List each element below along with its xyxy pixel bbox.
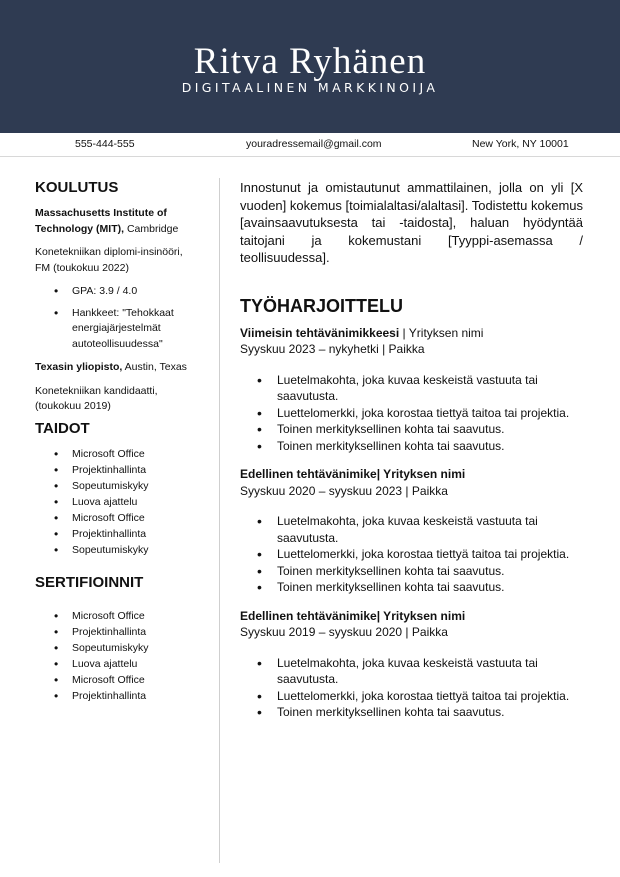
skills-heading: TAIDOT <box>35 419 90 437</box>
job-dates: Syyskuu 2020 – syyskuu 2023 | Paikka <box>240 483 448 498</box>
resume-header <box>0 0 620 133</box>
education-school-1 <box>35 206 200 237</box>
job-dates: Syyskuu 2023 – nykyhetki | Paikka <box>240 342 425 356</box>
job-title: Edellinen tehtävänimike| Yrityksen nimi <box>240 467 466 481</box>
school-1-city: Cambridge <box>124 222 179 235</box>
job-title: Viimeisin tehtävänimikkeesi <box>240 325 400 340</box>
skill-item: • Projektinhallinta <box>35 463 200 479</box>
school-2-name: Texasin yliopisto, <box>35 361 123 373</box>
school-1-name: Massachusetts Institute of Technology (MIT), <box>35 207 167 235</box>
education-bullets <box>35 284 200 352</box>
profile-summary: Innostunut ja omistautunut ammattilainen, jolla on yli [X vuoden] kokemus [toimialaltasi/alaltasi]. Todistettu kokemus [avainsaavutuksesta tai -taidosta], haluan hyödyntää taitojani ja kokemustani [Tyyppi-asemassa / teollisuudessa]. <box>240 180 583 265</box>
right-column <box>240 179 583 733</box>
certification-item: • Luova ajattelu <box>35 657 200 673</box>
skill-item: • Projektinhallinta <box>35 527 200 543</box>
job-entry <box>240 325 583 455</box>
job-bullet: • Luetelmakohta, joka kuvaa keskeistä vastuuta tai saavutusta. <box>240 372 583 405</box>
skill-item: • Luova ajattelu <box>35 495 200 511</box>
left-column <box>35 178 200 705</box>
education-degree-2: Konetekniikan kandidaatti, (toukokuu 2019) <box>35 384 158 412</box>
job-bullet: • Toinen merkityksellinen kohta tai saavutus. <box>240 579 583 596</box>
job-bullets <box>240 372 583 455</box>
job-title-line <box>240 325 583 342</box>
school-2-city: Austin, Texas <box>122 361 187 373</box>
certification-item: • Projektinhallinta <box>35 625 200 641</box>
skills-list <box>35 447 200 559</box>
experience-heading: TYÖHARJOITTELU <box>240 295 404 316</box>
contact-bar <box>0 133 620 157</box>
certification-item: • Projektinhallinta <box>35 689 200 705</box>
education-bullet: • GPA: 3.9 / 4.0 <box>35 284 200 300</box>
skill-item: • Sopeutumiskyky <box>35 479 200 495</box>
job-company: | Yrityksen nimi <box>399 325 484 340</box>
certification-item: • Microsoft Office <box>35 609 200 625</box>
job-bullet: • Luettelomerkki, joka korostaa tiettyä taitoa tai projektia. <box>240 546 583 563</box>
education-bullet: • Hankkeet: "Tehokkaat energiajärjestelmät autoteollisuudessa" <box>35 306 200 353</box>
contact-location: New York, NY 10001 <box>472 138 569 150</box>
skill-item: • Sopeutumiskyky <box>35 543 200 559</box>
skill-item: • Microsoft Office <box>35 447 200 463</box>
education-degree-1: Konetekniikan diplomi-insinööri, FM (toukokuu 2022) <box>35 246 183 274</box>
education-school-2 <box>35 360 200 376</box>
job-title: Edellinen tehtävänimike| Yrityksen nimi <box>240 608 466 623</box>
contact-email: youradressemail@gmail.com <box>246 138 382 150</box>
job-entry <box>240 466 583 596</box>
certifications-list <box>35 609 200 705</box>
certifications-heading: SERTIFIOINNIT <box>35 573 144 591</box>
job-bullet: • Toinen merkityksellinen kohta tai saavutus. <box>240 704 583 721</box>
job-bullet: • Luetelmakohta, joka kuvaa keskeistä vastuuta tai saavutusta. <box>240 655 583 688</box>
job-bullet: • Luettelomerkki, joka korostaa tiettyä taitoa tai projektia. <box>240 688 583 705</box>
job-bullet: • Luettelomerkki, joka korostaa tiettyä taitoa tai projektia. <box>240 405 583 422</box>
column-divider <box>219 178 220 863</box>
job-entry <box>240 608 583 721</box>
job-dates: Syyskuu 2019 – syyskuu 2020 | Paikka <box>240 625 448 639</box>
skill-item: • Microsoft Office <box>35 511 200 527</box>
candidate-title: DIGITAALINEN MARKKINOIJA <box>181 80 439 95</box>
job-bullets <box>240 655 583 721</box>
job-bullet: • Toinen merkityksellinen kohta tai saavutus. <box>240 563 583 580</box>
job-bullet: • Toinen merkityksellinen kohta tai saavutus. <box>240 421 583 438</box>
job-bullet: • Toinen merkityksellinen kohta tai saavutus. <box>240 438 583 455</box>
job-bullets <box>240 513 583 596</box>
education-heading: KOULUTUS <box>35 179 119 196</box>
certification-item: • Sopeutumiskyky <box>35 641 200 657</box>
contact-phone: 555-444-555 <box>75 138 135 150</box>
job-bullet: • Luetelmakohta, joka kuvaa keskeistä vastuuta tai saavutusta. <box>240 513 583 546</box>
candidate-name: Ritva Ryhänen <box>193 41 427 82</box>
certification-item: • Microsoft Office <box>35 673 200 689</box>
